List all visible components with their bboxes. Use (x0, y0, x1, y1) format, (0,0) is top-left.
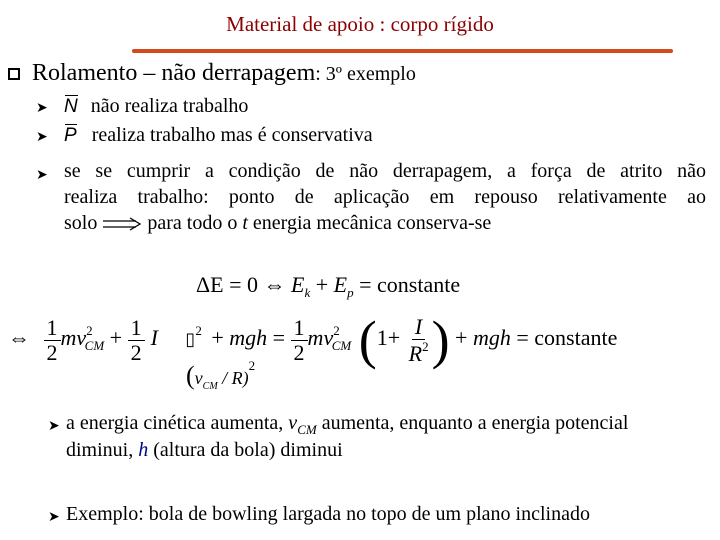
bullet-friction-line2: realiza trabalho: ponto de aplicação em repouso relativamente ao (64, 186, 706, 208)
frac-num: 1 (291, 316, 308, 340)
arrow-bullet-icon: ➤ (48, 509, 60, 525)
bullet-example: Exemplo: bola de bowling largada no topo de um plano inclinado (66, 503, 590, 525)
eq2-v: v (76, 325, 87, 351)
eq2-half-frac-2 (128, 316, 145, 363)
kinetic-diminui: diminui, (66, 439, 134, 461)
eq2-m: m (60, 325, 77, 351)
missing-glyph-icon: ▯ (185, 329, 196, 350)
eq2-mgh-2: mgh (472, 325, 511, 351)
eq2-i-over-r2 (406, 315, 432, 364)
eq2-equals-2: = (516, 325, 529, 351)
friction-solo: solo (64, 212, 98, 234)
omega-substitution (186, 358, 255, 392)
eq2-m-2: m (307, 325, 324, 351)
eq1-ep: E (333, 272, 348, 297)
weight-symbol: P (64, 125, 77, 146)
eq2-mgh: mgh (229, 325, 268, 351)
heading-suffix: : 3º exemplo (315, 63, 416, 85)
bullet-friction-line1: se se cumprir a condição de não derrapagem, a força de atrito não (64, 160, 706, 182)
frac-den: 2 (293, 339, 305, 365)
friction-para-todo: para todo o (147, 212, 238, 234)
eq2-r-sq: 2 (422, 338, 429, 354)
eq1-constante: = constante (353, 272, 461, 297)
arrow-bullet-icon: ➤ (36, 129, 48, 145)
eq2-one-plus: 1+ (376, 325, 401, 351)
vr-v: v (194, 368, 203, 388)
bullet-normal-force (64, 95, 248, 118)
bullet-kinetic-line1 (66, 412, 628, 438)
eq2-inertia: I (150, 325, 158, 351)
kinetic-pre: a energia cinética aumenta, (66, 412, 284, 434)
eq2-v-2: v (323, 325, 334, 351)
time-symbol: t (242, 212, 248, 234)
height-symbol: h (138, 439, 149, 461)
frac-den: 2 (130, 339, 142, 365)
eq2-cm-2: CM (331, 338, 352, 354)
eq2-right-paren: ) (431, 310, 450, 370)
normal-force-symbol: N (64, 96, 78, 117)
vr-over-r: / R) (217, 368, 249, 388)
vr-sq: 2 (248, 358, 256, 373)
kinetic-post: aumenta, enquanto a energia potencial (321, 412, 629, 434)
implies-arrow-icon (102, 217, 142, 231)
eq2-half-frac (44, 316, 61, 363)
eq2-sq: 2 (86, 323, 93, 339)
friction-conclusion: energia mecânica conserva-se (252, 212, 492, 234)
eq2-equivalence: ⇔ (8, 325, 30, 351)
energy-conservation-equation (196, 272, 460, 301)
eq2-constante: constante (534, 325, 618, 351)
arrow-bullet-icon: ➤ (48, 418, 60, 434)
eq2-half-frac-3 (291, 316, 308, 363)
title-underline (132, 49, 673, 53)
frac-num: I (412, 315, 425, 339)
bullet-friction-line3 (64, 212, 491, 235)
rolling-energy-equation (8, 310, 618, 370)
kinetic-height-text: (altura da bola) diminui (153, 439, 343, 461)
bullet-weight-text: realiza trabalho mas é conservativa (91, 124, 373, 146)
bullet-weight (64, 124, 373, 147)
eq2-plus: + (109, 325, 123, 351)
eq2-left-paren: ( (358, 310, 377, 370)
eq1-delta-e: ΔE = 0 ⇔ (196, 272, 291, 297)
page-title: Material de apoio : corpo rígido (226, 12, 494, 36)
eq1-plus: + (310, 272, 334, 297)
eq2-cm: CM (84, 338, 105, 354)
kinetic-v-sub: CM (297, 422, 317, 437)
bullet-normal-text: não realiza trabalho (90, 95, 249, 117)
frac-num: 1 (44, 316, 61, 340)
checkbox-bullet-icon (8, 68, 20, 80)
kinetic-v: v (288, 412, 298, 434)
frac-den (406, 340, 432, 365)
frac-den: 2 (46, 339, 58, 365)
eq2-plus-3: + (455, 325, 468, 351)
eq1-p-sub: p (347, 285, 354, 300)
vr-cm: CM (202, 381, 218, 392)
eq2-r: R (408, 340, 423, 366)
vr-paren-open: ( (186, 361, 195, 390)
eq2-plus-2: + (211, 325, 224, 351)
eq1-k-sub: k (304, 285, 311, 300)
eq2-omega-sq: 2 (195, 323, 202, 339)
eq2-sq-2: 2 (333, 323, 340, 339)
section-heading (32, 60, 416, 87)
arrow-bullet-icon: ➤ (36, 167, 48, 183)
heading-main: Rolamento – não derrapagem (32, 60, 316, 86)
eq1-ek: E (291, 272, 305, 297)
bullet-kinetic-line2 (66, 439, 343, 462)
eq2-equals: = (272, 325, 286, 351)
arrow-bullet-icon: ➤ (36, 100, 48, 116)
frac-num: 1 (128, 316, 145, 340)
